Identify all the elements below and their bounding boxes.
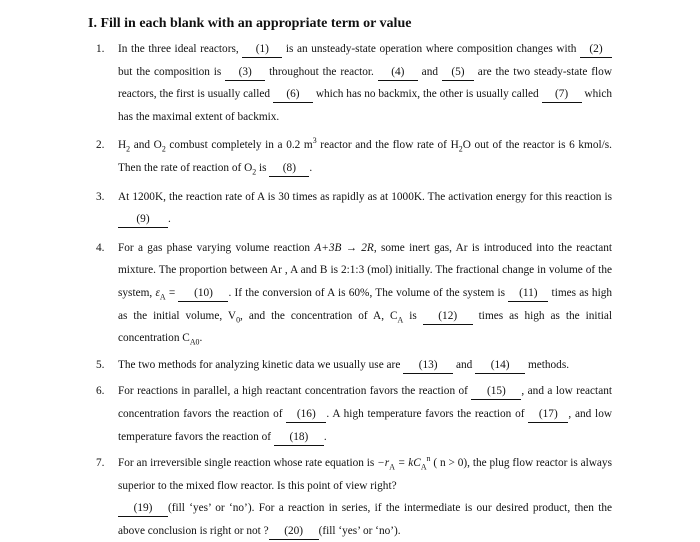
question-text: times as high as the initial volume, V — [118, 286, 612, 322]
subscript: 2 — [161, 144, 166, 154]
blank-16[interactable]: (16) — [286, 407, 326, 423]
question-text: and — [417, 65, 442, 78]
question-text: . — [168, 213, 171, 226]
question-3 — [96, 186, 612, 231]
question-6 — [96, 380, 612, 448]
blank-19[interactable]: (19) — [118, 501, 168, 517]
question-text: . If the conversion of A is 60%, The volume of the system is — [228, 286, 509, 299]
rate-symbol: −r — [377, 457, 390, 470]
question-number: 2. — [96, 139, 105, 152]
superscript: 3 — [312, 136, 317, 146]
blank-18[interactable]: (18) — [274, 430, 324, 446]
question-text: reactor and the flow rate of H — [316, 139, 459, 152]
subscript: 2 — [458, 144, 463, 154]
question-7 — [96, 452, 612, 542]
blank-4[interactable]: (4) — [378, 65, 418, 81]
subscript: 0 — [236, 314, 241, 324]
blank-10[interactable]: (10) — [178, 286, 228, 302]
question-text: but the composition is — [118, 65, 226, 78]
question-text: . A high temperature favors the reaction of — [326, 407, 529, 420]
question-text: The two methods for analyzing kinetic data we usually use are — [118, 358, 404, 371]
question-text: For a gas phase varying volume reaction — [118, 241, 315, 254]
question-text: = — [165, 286, 179, 299]
question-text: . — [309, 161, 313, 174]
question-text: are the two steady-state flow reactors, the first is usually called — [118, 65, 612, 101]
blank-12[interactable]: (12) — [423, 309, 473, 325]
subscript: 2 — [126, 144, 131, 154]
question-text: (fill ‘yes’ or ‘no’). For a reaction in series, if the intermediate is our desired product, then the above conclusion is right or not ? — [118, 502, 612, 537]
question-text: For an irreversible single reaction whose rate equation is — [118, 457, 378, 470]
question-text: throughout the reactor. — [265, 65, 378, 78]
blank-1[interactable]: (1) — [242, 42, 282, 58]
question-number: 3. — [96, 190, 105, 203]
blank-8[interactable]: (8) — [269, 161, 309, 177]
blank-2[interactable]: (2) — [580, 42, 612, 58]
question-text: . — [323, 430, 327, 443]
question-text: (fill ‘yes’ or ‘no’). — [318, 524, 401, 537]
section-heading: I. Fill in each blank with an appropriate term or value — [88, 16, 412, 31]
blank-14[interactable]: (14) — [475, 358, 525, 374]
blank-5[interactable]: (5) — [442, 65, 474, 81]
subscript: 2 — [252, 167, 257, 177]
question-text: is — [403, 309, 423, 322]
blank-13[interactable]: (13) — [403, 358, 453, 374]
reaction-equation: A+3B → 2R — [314, 241, 374, 254]
subscript: A — [397, 314, 404, 324]
blank-15[interactable]: (15) — [471, 384, 521, 400]
question-text: times as high as the initial concentration C — [118, 309, 613, 345]
superscript: n — [426, 454, 431, 464]
question-text: methods. — [525, 358, 570, 371]
subscript: A — [159, 292, 166, 302]
question-text: At 1200K, the reaction rate of A is 30 times as rapidly as at 1000K. The activation energy for this reaction is — [118, 190, 612, 203]
question-text: combust completely in a 0.2 m — [165, 139, 313, 152]
blank-3[interactable]: (3) — [225, 65, 265, 81]
question-text: O out of the reactor is 6 kmol/s. Then the rate of reaction of O — [118, 139, 612, 174]
blank-9[interactable]: (9) — [118, 212, 168, 228]
question-text: the plug flow reactor is always superior to the mixed flow reactor. Is this point of view right? — [118, 457, 612, 492]
question-text: In the three ideal reactors, — [118, 43, 243, 55]
question-text: For reactions in parallel, a high reactant concentration favors the reaction of — [118, 385, 472, 398]
rate-condition: ( n > 0), — [430, 457, 470, 470]
epsilon-symbol: ε — [155, 286, 160, 299]
blank-6[interactable]: (6) — [273, 87, 313, 103]
blank-7[interactable]: (7) — [542, 87, 582, 103]
question-number: 5. — [96, 358, 105, 371]
question-text: . — [199, 332, 203, 345]
question-number: 1. — [96, 43, 105, 55]
question-number: 6. — [96, 385, 105, 398]
question-text: and O — [130, 139, 162, 152]
blank-17[interactable]: (17) — [528, 407, 568, 423]
question-text: which has the maximal extent of backmix. — [118, 88, 613, 123]
question-5 — [96, 354, 612, 377]
question-text: is an unsteady-state operation where composition changes with — [282, 43, 580, 55]
question-text: is — [256, 161, 270, 174]
question-text: , and low temperature favors the reaction of — [118, 407, 612, 443]
question-text: which has no backmix, the other is usually called — [312, 88, 542, 101]
question-number: 4. — [96, 241, 105, 254]
question-text: and — [453, 358, 476, 371]
question-4 — [96, 237, 613, 350]
blank-11[interactable]: (11) — [508, 286, 548, 302]
question-text: H — [118, 139, 127, 152]
rate-expression: = kC — [394, 457, 421, 470]
blank-20[interactable]: (20) — [269, 524, 319, 540]
question-text: , some inert gas, Ar is introduced into the reactant mixture. The proportion between Ar , A and B is 2:1:3 (mol) initially. The fractional change in volume of the system, — [118, 241, 613, 299]
question-2 — [96, 134, 612, 179]
question-text: , and a low reactant concentration favors the reaction of — [118, 385, 612, 420]
subscript: A0 — [189, 337, 200, 347]
question-text: , and the concentration of A, C — [240, 309, 398, 322]
subscript: A — [389, 462, 395, 472]
question-1 — [96, 38, 613, 128]
subscript: A — [420, 462, 427, 472]
question-number: 7. — [96, 457, 105, 470]
